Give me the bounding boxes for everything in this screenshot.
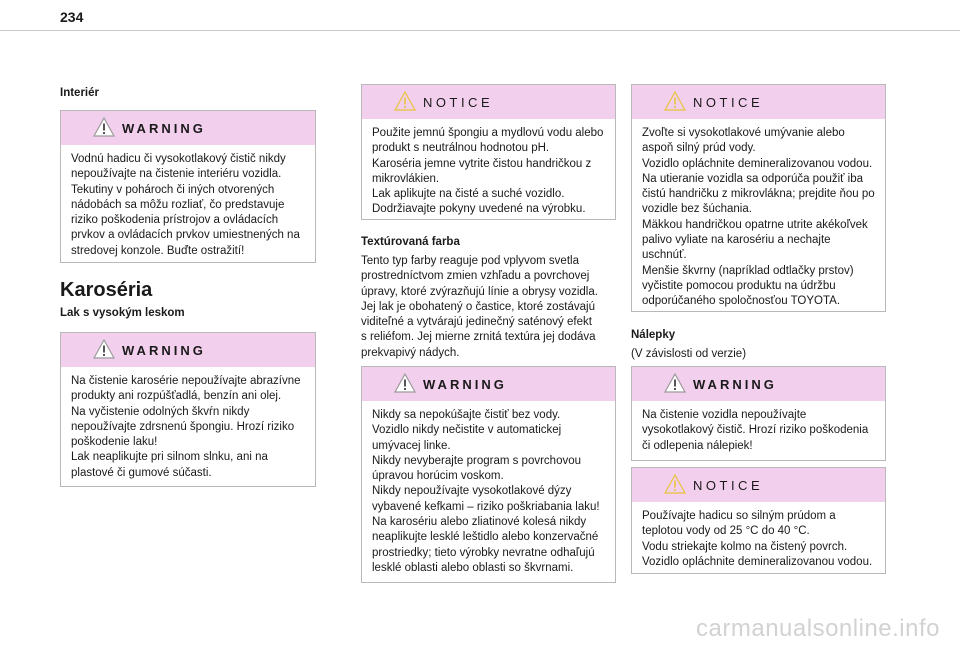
warning-text: Na čistenie karosérie nepoužívajte abrazívne produkty ani rozpúšťadlá, benzín ani olej. Na vyčistenie odolných škvŕn nikdy nepoužívajte zdrsnenú špongiu. Hrozí riziko poškodenie laku! Lak neaplikujte pri silnom slnku, ani na plastové či gumové súčasti. <box>71 375 301 479</box>
heading-interior: Interiér <box>60 87 99 99</box>
notice-triangle-icon <box>664 474 686 494</box>
notice-box-wash <box>361 84 616 220</box>
warning-text: Na čistenie vozidla nepoužívajte vysokotlakový čistič. Hrozí riziko poškodenia či odlepenia nálepiek! <box>642 409 869 452</box>
texture-text: Tento typ farby reaguje pod vplyvom svetla prostredníctvom zmien vzhľadu a povrchovej úpravy, ktoré zvýrazňujú línie a obrysy vozidla. Jej lak je obohatený o častice, ktoré zostávajú viditeľné a vytvárajú jedinečný saténový efekt s reliéfom. Jej mierne zrnitá textúra jej dodáva prekvapivý nádych. <box>361 255 598 359</box>
warning-triangle-icon <box>664 373 686 393</box>
warning-triangle-icon <box>93 117 115 137</box>
notice-triangle-icon <box>664 91 686 111</box>
warning-header <box>632 367 885 401</box>
warning-triangle-icon <box>93 339 115 359</box>
warning-box-washing <box>361 366 616 583</box>
warning-header <box>61 333 315 367</box>
notice-header <box>362 85 615 119</box>
warning-triangle-icon <box>394 373 416 393</box>
notice-header <box>632 85 885 119</box>
warning-box-gloss <box>60 332 316 487</box>
warning-text: Nikdy sa nepokúšajte čistiť bez vody. Vozidlo nikdy nečistite v automatickej umývacej linke. Nikdy nevyberajte program s povrchovou úpravou horúcim voskom. Nikdy nepoužívajte vysokotlakové dýzy vybavené kefkami – riziko poškriabania laku! Na karosériu alebo zliatinové kolesá nikdy neaplikujte lesklé leštidlo alebo konzervačné prostriedky; tieto výrobky nevratne odhaľujú lesklé oblasti alebo oblasti so škvrnami. <box>372 409 600 574</box>
notice-text: Používajte hadicu so silným prúdom a teplotou vody od 25 °C do 40 °C. Vodu striekajte kolmo na čistený povrch. Vozidlo opláchnite demineralizovanou vodou. <box>642 510 873 568</box>
notice-title: NOTICE <box>423 95 494 110</box>
heading-texture: Textúrovaná farba <box>361 236 460 248</box>
notice-box-rinse <box>631 84 886 312</box>
notice-header <box>632 468 885 502</box>
heading-body: Karoséria <box>60 279 153 301</box>
header-divider <box>0 30 960 31</box>
subheading-gloss: Lak s vysokým leskom <box>60 307 185 319</box>
decals-version-note: (V závislosti od verzie) <box>631 348 747 360</box>
warning-box-decals <box>631 366 886 461</box>
page-number: 234 <box>60 9 84 25</box>
notice-title: NOTICE <box>693 478 764 493</box>
notice-triangle-icon <box>394 91 416 111</box>
heading-decals: Nálepky <box>631 329 676 341</box>
notice-box-hose <box>631 467 886 574</box>
warning-title: WARNING <box>122 343 206 358</box>
watermark-text: carmanualsonline.info <box>696 615 940 642</box>
warning-title: WARNING <box>122 121 206 136</box>
notice-text: Použite jemnú špongiu a mydlovú vodu alebo produkt s neutrálnou hodnotou pH. Karoséria jemne vytrite čistou handričkou z mikrovlákien. Lak aplikujte na čisté a suché vozidlo. Dodržiavajte pokyny uvedené na výrobku. <box>372 127 604 216</box>
warning-box-interior <box>60 110 316 263</box>
warning-header <box>362 367 615 401</box>
notice-title: NOTICE <box>693 95 764 110</box>
warning-title: WARNING <box>693 377 777 392</box>
notice-text: Zvoľte si vysokotlakové umývanie alebo aspoň silný prúd vody. Vozidlo opláchnite demineralizovanou vodou. Na utieranie vozidla sa odporúča použiť iba čistú handričku z mikrovlákna; prejdite ňou po vozidle bez šúchania. Mäkkou handričkou opatrne utrite akékoľvek palivo vyliate na karosériu a nechajte uschnúť. Menšie škvrny (napríklad odtlačky prstov) vyčistite pomocou produktu na údržbu odporúčaného spoločnosťou TOYOTA. <box>642 127 875 308</box>
warning-title: WARNING <box>423 377 507 392</box>
warning-text: Vodnú hadicu či vysokotlakový čistič nikdy nepoužívajte na čistenie interiéru vozidla. Tekutiny v pohároch či iných otvorených nádobách sa môžu rozliať, čo predstavuje riziko poškodenia prístrojov a ovládacích prvkov a ovládacích prvkov umiestnených na stredovej konzole. Buďte ostražití! <box>71 153 300 257</box>
warning-header <box>61 111 315 145</box>
